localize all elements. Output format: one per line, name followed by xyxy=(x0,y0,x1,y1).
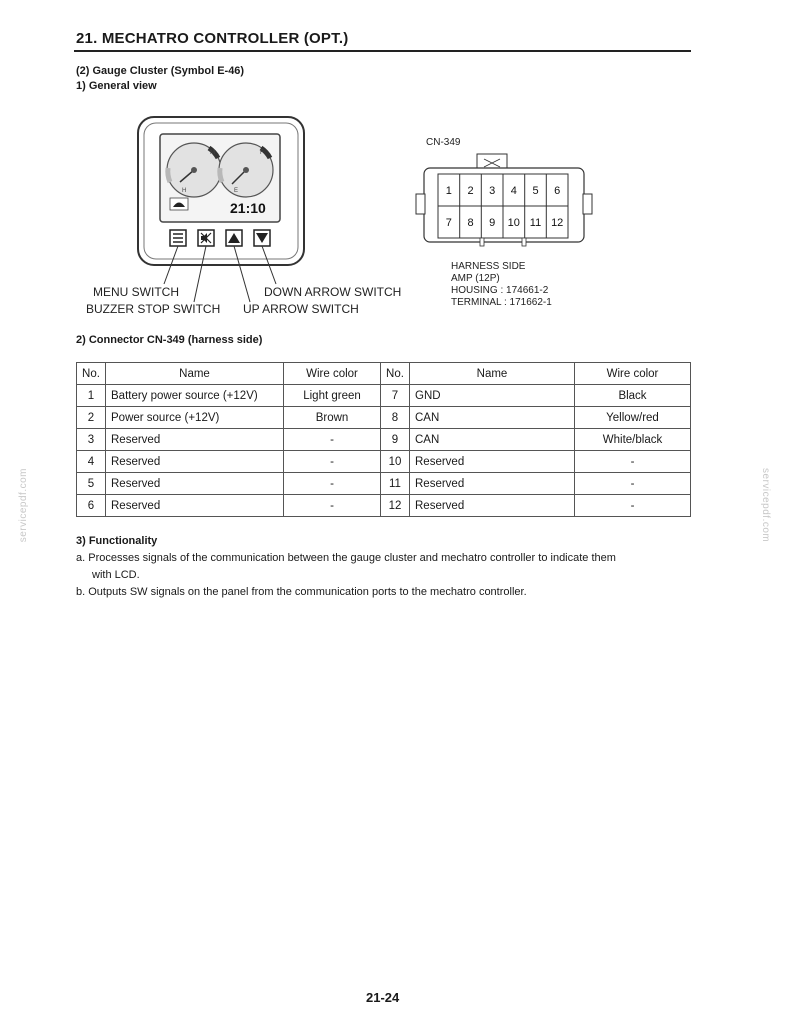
gauge-letter-h: H xyxy=(182,188,187,194)
connector-label: CN-349 xyxy=(426,137,461,148)
gauge-letter-e: E xyxy=(234,188,239,194)
cell-no: 5 xyxy=(77,473,106,495)
gauge-letter-f: F xyxy=(260,150,264,156)
pin-11-label: 11 xyxy=(529,217,542,229)
gauge-letter-m: M xyxy=(210,150,215,156)
header-name: Name xyxy=(106,363,284,385)
watermark-right: servicepdf.com xyxy=(760,468,771,543)
item-text: Processes signals of the communication between the gauge cluster and mechatro controller to indicate them xyxy=(88,552,616,564)
connector-table xyxy=(76,362,691,517)
pin-6-label: 6 xyxy=(554,185,561,197)
cell-wire-color: - xyxy=(284,473,381,495)
pin-10-label: 10 xyxy=(507,217,520,229)
cell-no: 1 xyxy=(77,385,106,407)
connector-cn349-diagram xyxy=(414,152,594,252)
item-marker: b. xyxy=(76,586,86,598)
table-row xyxy=(77,407,691,429)
item-text: Outputs SW signals on the panel from the communication ports to the mechatro controller. xyxy=(88,586,527,598)
temperature-gauge-icon xyxy=(167,143,221,197)
page-title: 21. MECHATRO CONTROLLER (OPT.) xyxy=(76,30,349,47)
cell-wire-color: Light green xyxy=(284,385,381,407)
pin-7-label: 7 xyxy=(445,217,452,229)
cell-wire-color: Brown xyxy=(284,407,381,429)
header-wire-color-2: Wire color xyxy=(575,363,691,385)
watermark-left: servicepdf.com xyxy=(18,468,29,543)
functionality-heading: 3) Functionality xyxy=(76,535,158,547)
cell-name: CAN xyxy=(410,407,575,429)
note-harness-side: HARNESS SIDE xyxy=(451,261,526,272)
cell-no: 2 xyxy=(77,407,106,429)
cell-no: 9 xyxy=(381,429,410,451)
cell-name: Power source (+12V) xyxy=(106,407,284,429)
functionality-section xyxy=(76,533,692,601)
cell-name: Battery power source (+12V) xyxy=(106,385,284,407)
up-arrow-switch-label: UP ARROW SWITCH xyxy=(243,302,359,316)
cell-name: Reserved xyxy=(410,473,575,495)
cell-no: 7 xyxy=(381,385,410,407)
table-header-row xyxy=(77,363,691,385)
cell-wire-color: - xyxy=(284,495,381,517)
table-row xyxy=(77,385,691,407)
cell-wire-color: White/black xyxy=(575,429,691,451)
cell-name: Reserved xyxy=(106,473,284,495)
cell-no: 6 xyxy=(77,495,106,517)
pin-5-label: 5 xyxy=(532,185,539,197)
functionality-item-a xyxy=(76,550,692,567)
table-row xyxy=(77,473,691,495)
cell-wire-color: Yellow/red xyxy=(575,407,691,429)
cell-wire-color: - xyxy=(575,451,691,473)
cell-name: Reserved xyxy=(106,429,284,451)
functionality-item-a-continued: with LCD. xyxy=(92,569,140,581)
cell-name: Reserved xyxy=(410,451,575,473)
pin-3-label: 3 xyxy=(489,185,496,197)
note-terminal: TERMINAL : 171662-1 xyxy=(451,297,552,308)
item-marker: a. xyxy=(76,552,86,564)
menu-switch-label: MENU SWITCH xyxy=(93,285,179,299)
section-heading: (2) Gauge Cluster (Symbol E-46) xyxy=(76,65,245,77)
cell-wire-color: - xyxy=(575,495,691,517)
header-name-2: Name xyxy=(410,363,575,385)
pin-2-label: 2 xyxy=(467,185,474,197)
general-view-heading: 1) General view xyxy=(76,80,157,92)
cell-name: GND xyxy=(410,385,575,407)
cell-no: 8 xyxy=(381,407,410,429)
cell-no: 3 xyxy=(77,429,106,451)
cell-no: 4 xyxy=(77,451,106,473)
connector-notes xyxy=(451,261,552,309)
header-wire-color: Wire color xyxy=(284,363,381,385)
table-row xyxy=(77,429,691,451)
cell-wire-color: - xyxy=(575,473,691,495)
page-number: 21-24 xyxy=(366,990,400,1005)
table-row xyxy=(77,495,691,517)
table-row xyxy=(77,451,691,473)
pin-4-label: 4 xyxy=(510,185,517,197)
note-amp: AMP (12P) xyxy=(451,273,500,284)
callout-leader-lines xyxy=(150,240,300,310)
pin-8-label: 8 xyxy=(467,217,474,229)
cell-wire-color: - xyxy=(284,429,381,451)
functionality-item-b xyxy=(76,584,692,601)
cell-name: Reserved xyxy=(106,495,284,517)
clock-display: 21:10 xyxy=(230,200,266,216)
cell-name: CAN xyxy=(410,429,575,451)
down-arrow-switch-label: DOWN ARROW SWITCH xyxy=(264,285,402,299)
cell-name: Reserved xyxy=(106,451,284,473)
cell-wire-color: Black xyxy=(575,385,691,407)
cell-wire-color: - xyxy=(284,451,381,473)
connector-table-heading: 2) Connector CN-349 (harness side) xyxy=(76,334,263,346)
cell-no: 10 xyxy=(381,451,410,473)
cell-no: 12 xyxy=(381,495,410,517)
fuel-gauge-icon xyxy=(219,143,273,197)
buzzer-stop-switch-label: BUZZER STOP SWITCH xyxy=(86,302,221,316)
note-housing: HOUSING : 174661-2 xyxy=(451,285,549,296)
pin-12-label: 12 xyxy=(551,217,564,229)
cell-name: Reserved xyxy=(410,495,575,517)
pin-9-label: 9 xyxy=(489,217,496,229)
pin-1-label: 1 xyxy=(445,185,452,197)
title-divider xyxy=(74,50,691,52)
header-no-2: No. xyxy=(381,363,410,385)
work-mode-icon xyxy=(170,198,188,210)
cell-no: 11 xyxy=(381,473,410,495)
header-no: No. xyxy=(77,363,106,385)
